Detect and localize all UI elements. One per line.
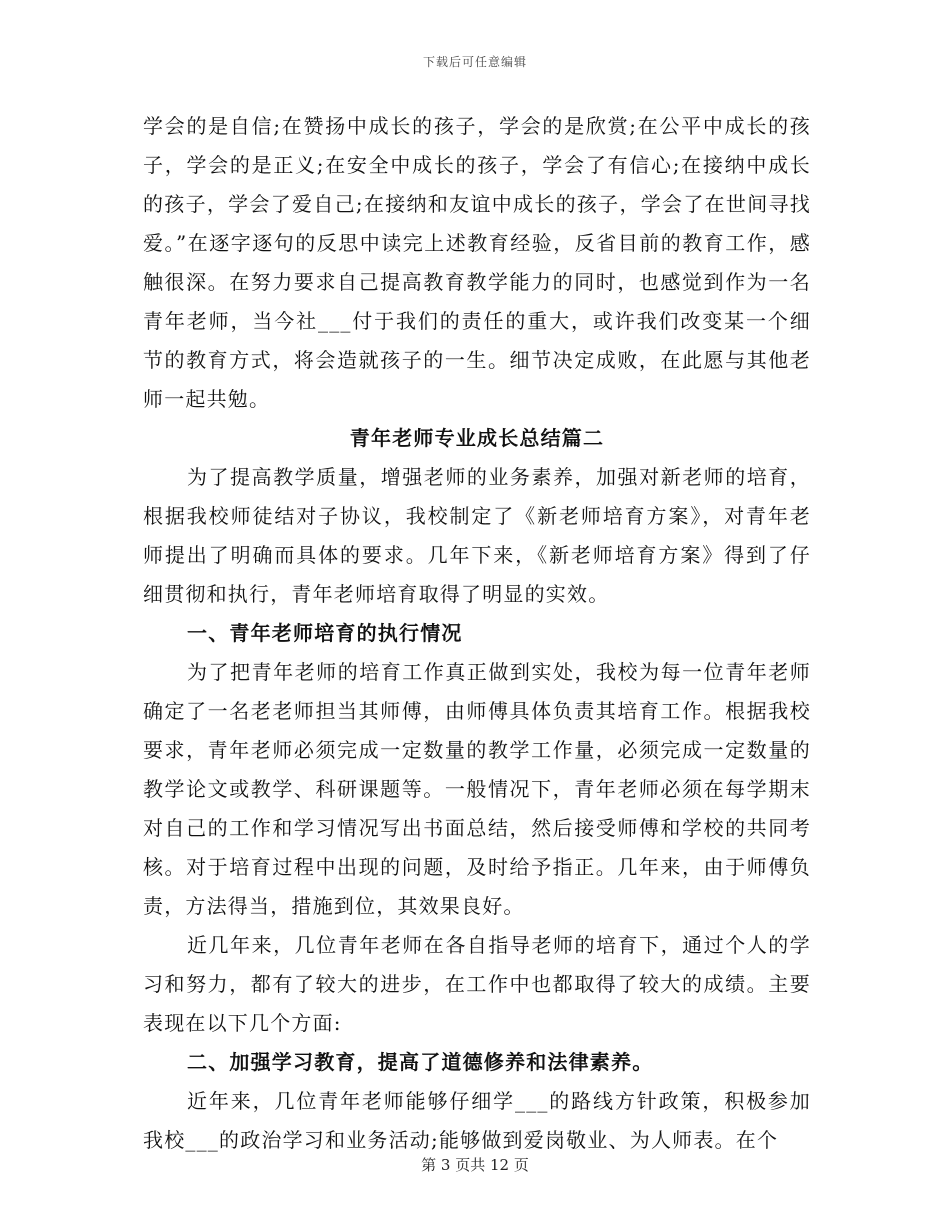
paragraph: 为了提高教学质量，增强老师的业务素养，加强对新老师的培育，根据我校师徒结对子协议，我校制定了《新老师培育方案》，对青年老师提出了明确而具体的要求。几年下来，《新老师培育方案》得到了仔细贯彻和执行，青年老师培育取得了明显的实效。 — [143, 465, 811, 606]
document-body — [143, 107, 811, 1160]
section-heading: 一、青年老师培育的执行情况 — [187, 621, 463, 645]
page-footer: 第 3 页共 12 页 — [421, 1156, 529, 1174]
section-heading: 二、加强学习教育，提高了道德修养和法律素养。 — [187, 1050, 654, 1074]
paragraph: 为了把青年老师的培育工作真正做到实处，我校为每一位青年老师确定了一名老老师担当其师傅，由师傅具体负责其培育工作。根据我校要求，青年老师必须完成一定数量的教学工作量，必须完成一定数量的教学论文或教学、科研课题等。一般情况下，青年老师必须在每学期末对自己的工作和学习情况写出书面总结，然后接受师傅和学校的共同考核。对于培育过程中出现的问题，及时给予指正。几年来，由于师傅负责，方法得当，措施到位，其效果良好。 — [143, 660, 811, 918]
page-header: 下载后可任意编辑 — [422, 55, 527, 69]
paragraph: 近年来，几位青年老师能够仔细学___的路线方针政策，积极参加我校___的政治学习和业务活动;能够做到爱岗敬业、为人师表。在个 — [143, 1089, 811, 1152]
section-title: 青年老师专业成长总结篇二 — [349, 426, 605, 450]
paragraph: 近几年来，几位青年老师在各自指导老师的培育下，通过个人的学习和努力，都有了较大的进步，在工作中也都取得了较大的成绩。主要表现在以下几个方面: — [143, 933, 811, 1035]
paragraph: 学会的是自信;在赞扬中成长的孩子，学会的是欣赏;在公平中成长的孩子，学会的是正义;在安全中成长的孩子，学会了有信心;在接纳中成长的孩子，学会了爱自己;在接纳和友谊中成长的孩子，学会了在世间寻找爱。”在逐字逐句的反思中读完上述教育经验，反省目前的教育工作，感触很深。在努力要求自己提高教育教学能力的同时，也感觉到作为一名青年老师，当今社___付于我们的责任的重大，或许我们改变某一个细节的教育方式，将会造就孩子的一生。细节决定成败，在此愿与其他老师一起共勉。 — [143, 114, 811, 411]
